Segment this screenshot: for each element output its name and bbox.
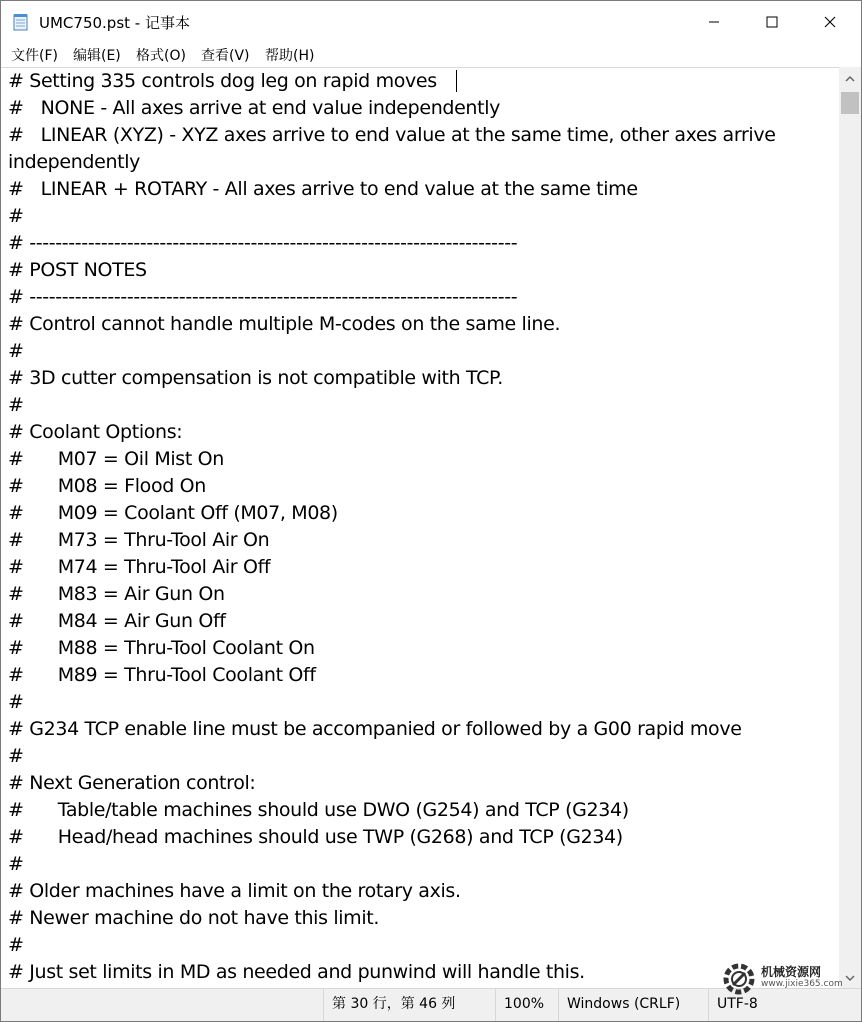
text-line: # --------------------------------------------------------------------------- [8,232,518,254]
text-line: # [8,205,24,227]
text-line: # M74 = Thru-Tool Air Off [8,556,271,578]
text-line: # M89 = Thru-Tool Coolant Off [8,664,316,686]
close-icon [824,13,836,32]
watermark-url: www.jixie365.com [761,979,843,989]
maximize-button[interactable] [743,1,801,43]
text-line: # --------------------------------------------------------------------------- [8,286,518,308]
menu-file[interactable]: 文件(F) [11,48,58,64]
text-line: # Setting 335 controls dog leg on rapid moves [8,70,437,92]
text-editor[interactable] [1,67,839,989]
menu-view[interactable]: 查看(V) [201,48,250,64]
gear-icon [719,959,759,1003]
text-line: # M83 = Air Gun On [8,583,225,605]
text-line: # Older machines have a limit on the rotary axis. [8,880,461,902]
menu-bar [1,43,861,67]
text-line: # G234 TCP enable line must be accompanied or followed by a G00 rapid move [8,718,742,740]
text-line: # Head/head machines should use TWP (G268) and TCP (G234) [8,826,623,848]
chevron-down-icon [845,967,855,986]
scroll-thumb[interactable] [841,92,859,114]
text-line: # LINEAR + ROTARY - All axes arrive to end value at the same time [8,178,638,200]
menu-format[interactable]: 格式(O) [136,48,186,64]
text-line: # Newer machine do not have this limit. [8,907,380,929]
text-line: # Coolant Options: [8,421,183,443]
menu-help[interactable]: 帮助(H) [265,48,315,64]
text-line: # [8,934,24,956]
maximize-icon [766,13,778,32]
encoding: UTF-8 [708,989,827,1022]
menu-edit[interactable]: 编辑(E) [73,48,121,64]
text-line: # M73 = Thru-Tool Air On [8,529,270,551]
text-line: # [8,853,24,875]
text-line: # [8,691,24,713]
line-ending: Windows (CRLF) [558,989,703,1022]
minimize-button[interactable] [685,1,743,43]
zoom-level: 100% [495,989,556,1022]
text-line: # [8,745,24,767]
text-line: # Table/table machines should use DWO (G254) and TCP (G234) [8,799,629,821]
watermark-title: 机械资源网 [761,965,822,979]
title-bar[interactable] [1,1,861,43]
text-line: # 3D cutter compensation is not compatible with TCP. [8,367,503,389]
text-line: # POST NOTES [8,259,147,281]
scroll-up-button[interactable] [839,67,861,87]
minimize-icon [708,13,720,32]
text-line: # [8,394,24,416]
text-line: # Just set limits in MD as needed and punwind will handle this. [8,961,585,983]
cursor-position: 第 30 行，第 46 列 [323,989,492,1022]
chevron-up-icon [845,68,855,87]
text-line: # M09 = Coolant Off (M07, M08) [8,502,338,524]
text-line: # M08 = Flood On [8,475,206,497]
text-line: # LINEAR (XYZ) - XYZ axes arrive to end value at the same time, other axes arrive [8,124,776,146]
notepad-icon [13,13,29,31]
text-line: # Next Generation control: [8,772,256,794]
window-title: UMC750.pst - 记事本 [39,14,190,32]
text-caret [456,70,457,92]
vertical-scrollbar[interactable] [839,67,861,988]
text-line: independently [8,151,141,173]
text-line: # M07 = Oil Mist On [8,448,224,470]
text-line: # Control cannot handle multiple M-codes on the same line. [8,313,561,335]
text-line: # [8,340,24,362]
text-line: # M88 = Thru-Tool Coolant On [8,637,315,659]
close-button[interactable] [801,1,859,43]
watermark [717,957,843,1001]
text-line: # M84 = Air Gun Off [8,610,226,632]
text-line: # NONE - All axes arrive at end value independently [8,97,501,119]
